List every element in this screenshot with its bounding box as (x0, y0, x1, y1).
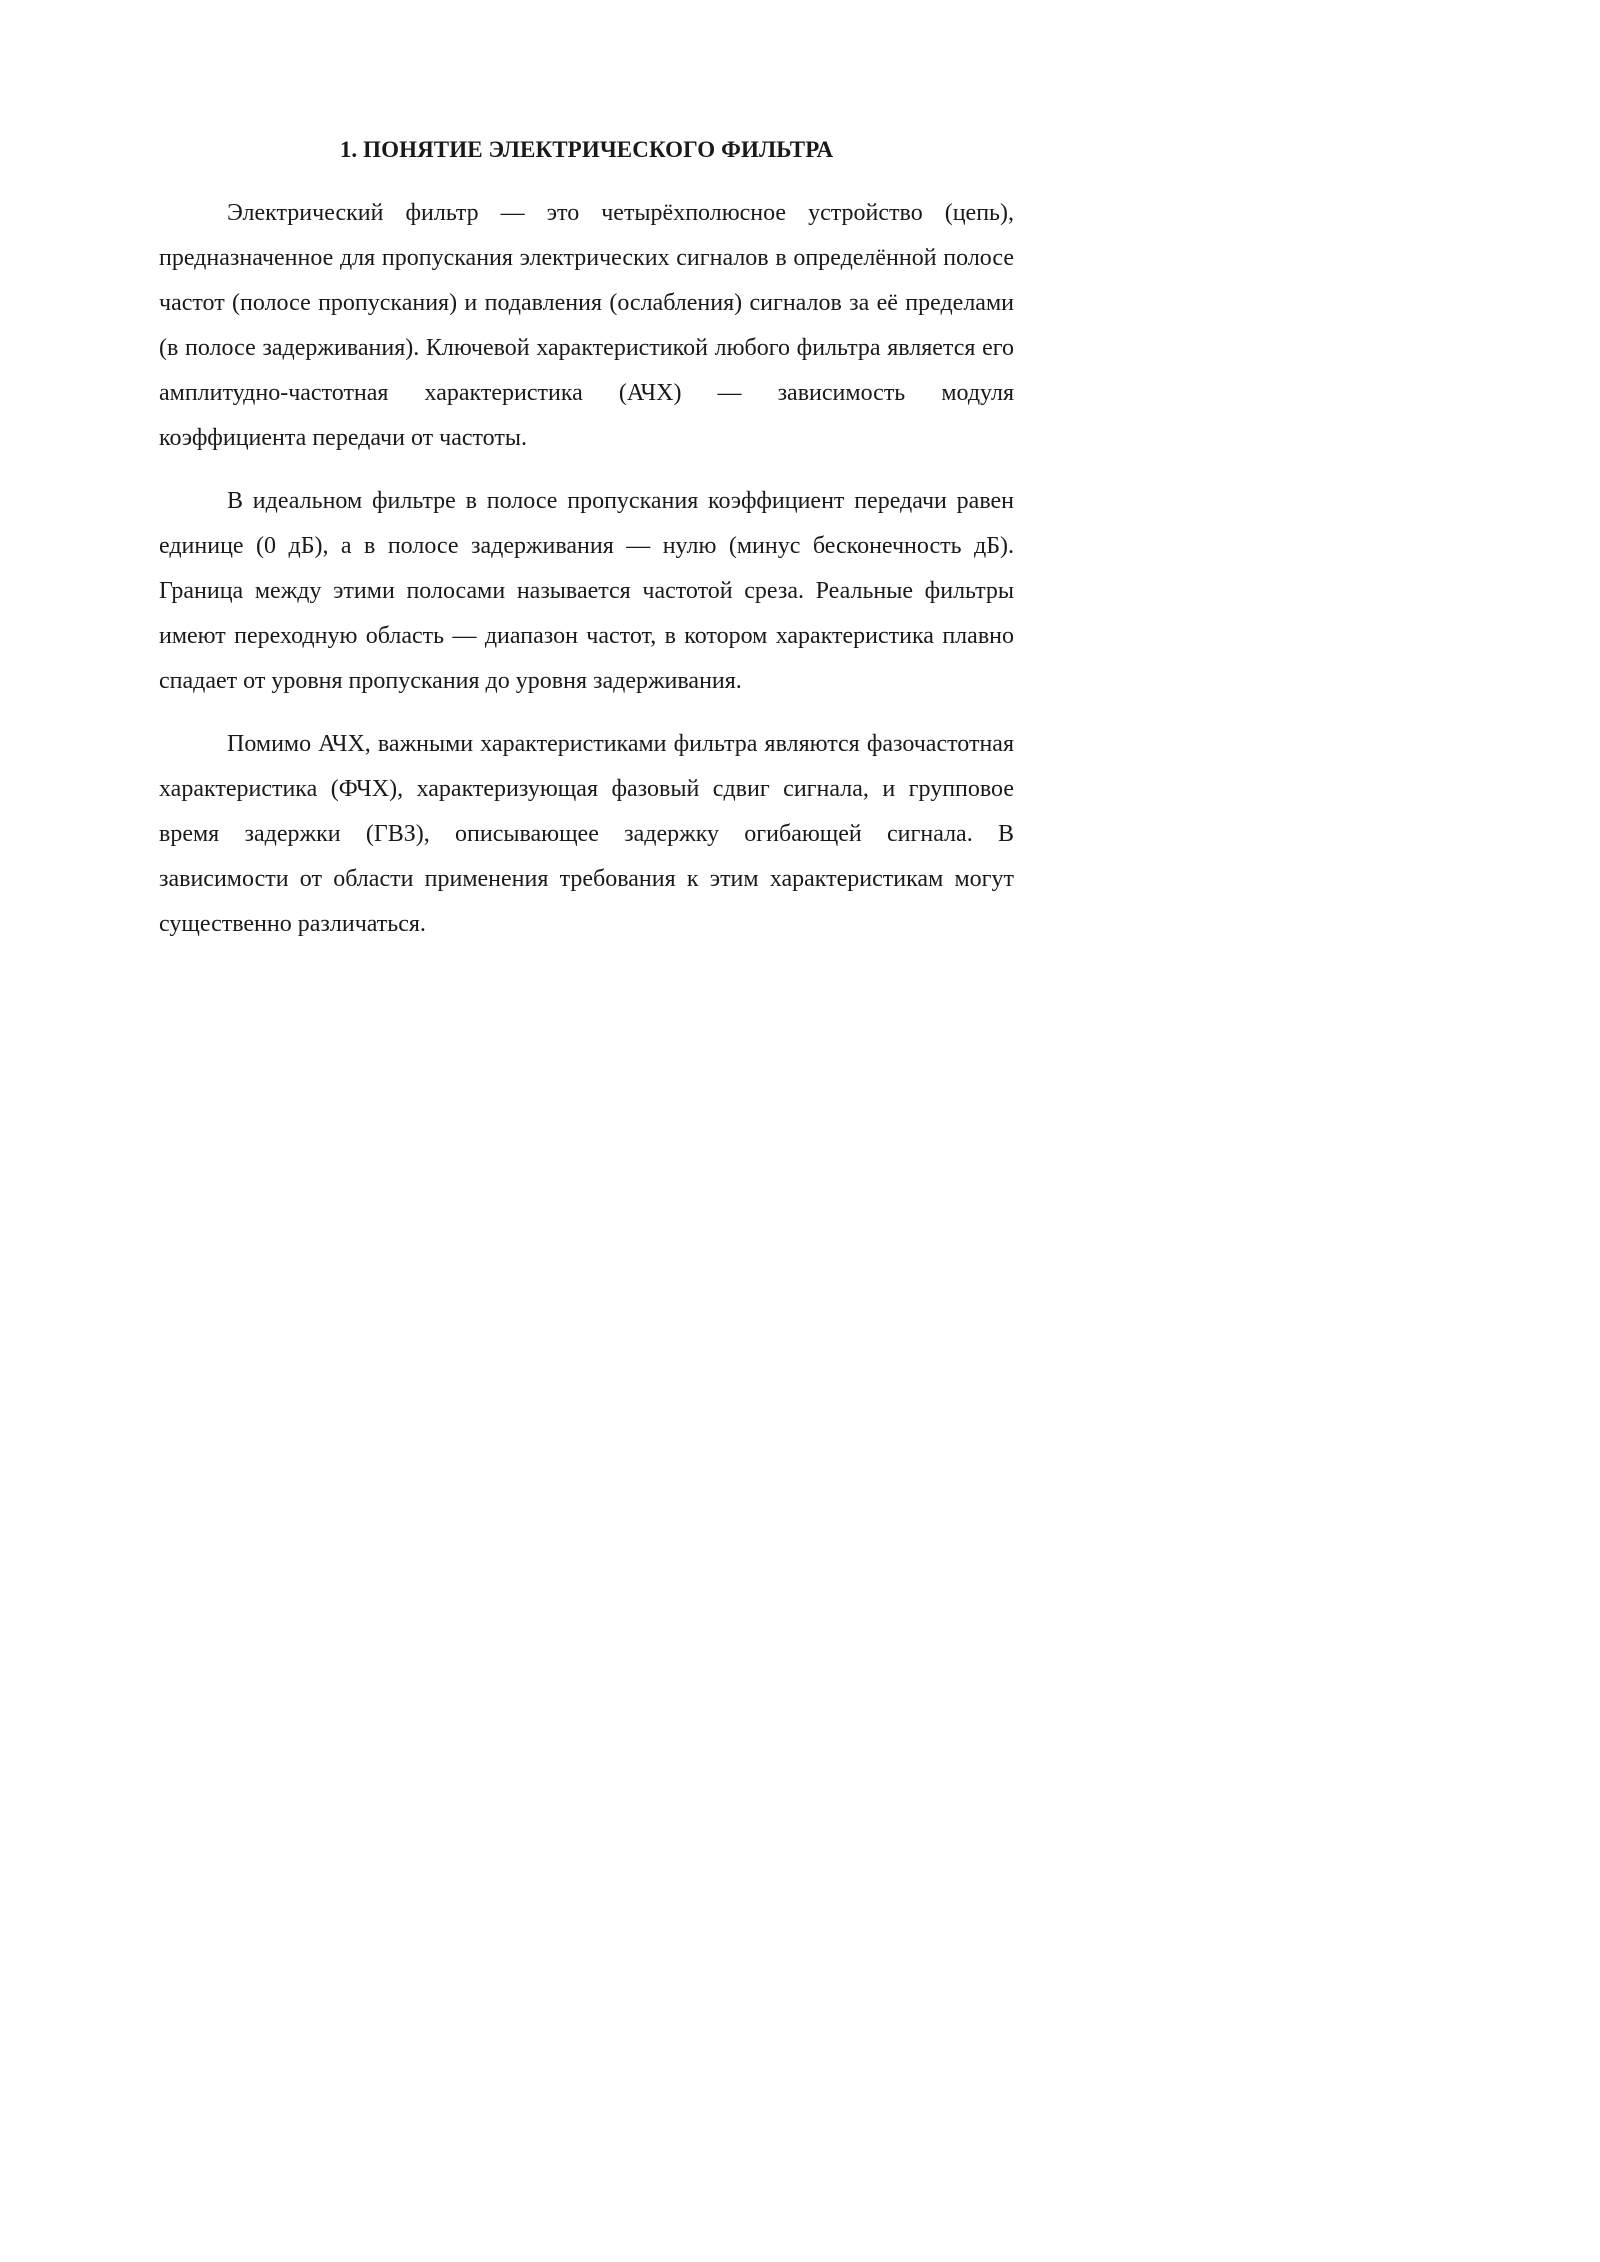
paragraph-definition: Электрический фильтр — это четырёхполюсное устройство (цепь), предназначенное для пропускания электрических сигналов в определённой полосе частот (полосе пропускания) и подавления (ослабления) сигналов за её пределами (в полосе задерживания). Ключевой характеристикой любого фильтра является его амплитудно-частотная характеристика (АЧХ) — зависимость модуля коэффициента передачи от частоты. (159, 200, 1014, 451)
document-content (159, 132, 1014, 947)
paragraph-ideal-filter: В идеальном фильтре в полосе пропускания коэффициент передачи равен единице (0 дБ), а в полосе задерживания — нулю (минус бесконечность дБ). Граница между этими полосами называется частотой среза. Реальные фильтры имеют переходную область — диапазон частот, в котором характеристика плавно спадает от уровня пропускания до уровня задерживания. (159, 488, 1014, 694)
document-page (0, 0, 1100, 1556)
section-heading: 1. ПОНЯТИЕ ЭЛЕКТРИЧЕСКОГО ФИЛЬТРА (339, 137, 834, 162)
paragraph-characteristics: Помимо АЧХ, важными характеристиками фильтра являются фазочастотная характеристика (ФЧХ), характеризующая фазовый сдвиг сигнала, и групповое время задержки (ГВЗ), описывающее задержку огибающей сигнала. В зависимости от области применения требования к этим характеристикам могут существенно различаться. (159, 731, 1014, 937)
